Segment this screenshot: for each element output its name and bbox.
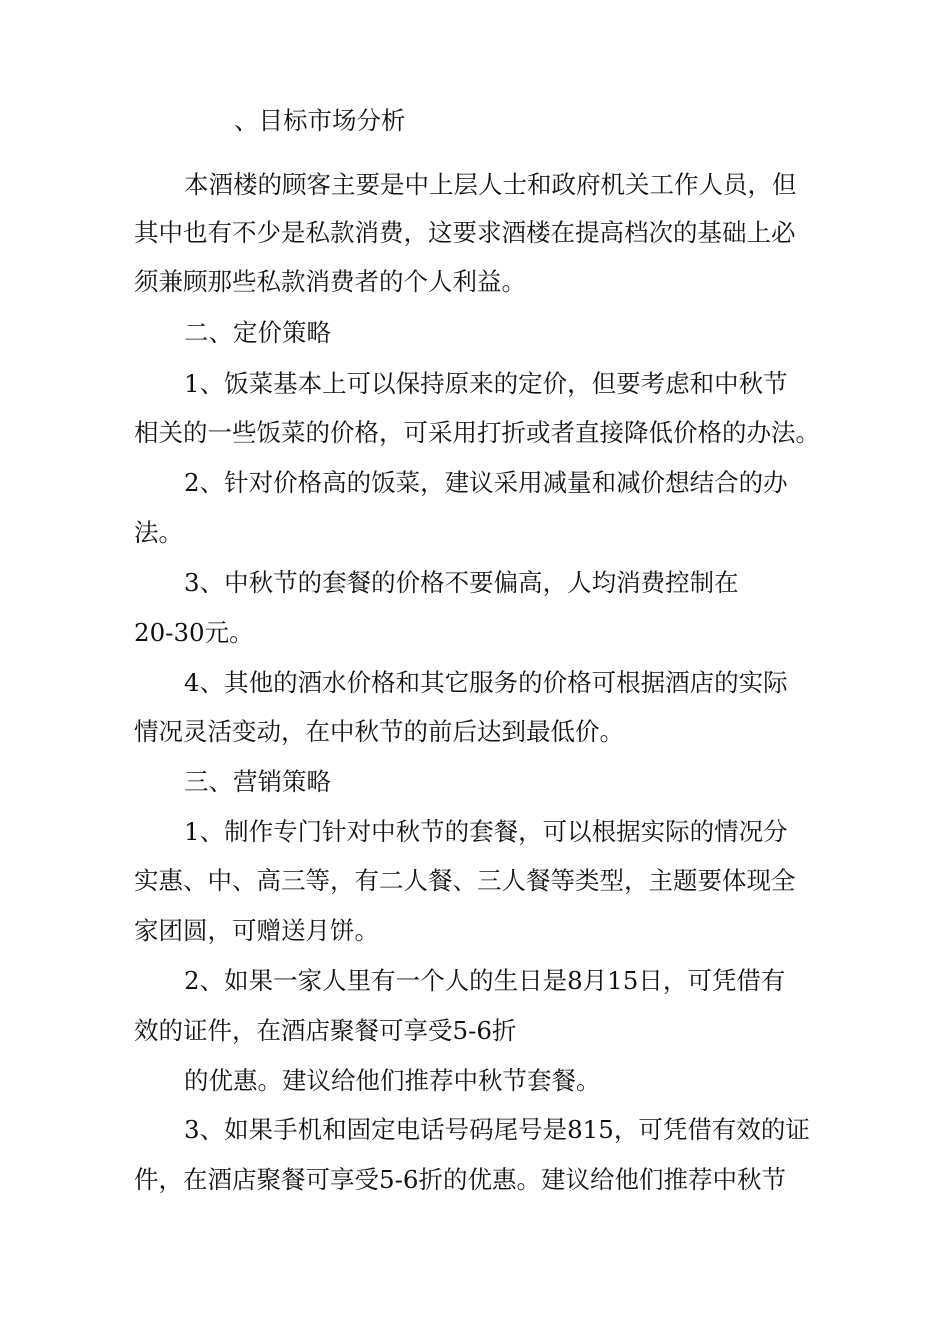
paragraph-line: 3、如果手机和固定电话号码尾号是815，可凭借有效的证 xyxy=(184,1115,810,1144)
paragraph-line: 其中也有不少是私款消费，这要求酒楼在提高档次的基础上必 xyxy=(134,218,796,247)
paragraph-line: 法。 xyxy=(134,518,183,547)
paragraph-line: 1、饭菜基本上可以保持原来的定价，但要考虑和中秋节 xyxy=(184,369,788,398)
paragraph-line: 家团圆，可赠送月饼。 xyxy=(134,916,379,945)
paragraph-line: 须兼顾那些私款消费者的个人利益。 xyxy=(134,267,526,296)
paragraph-line: 2、如果一家人里有一个人的生日是8月15日，可凭借有 xyxy=(184,966,786,995)
paragraph-line: 相关的一些饭菜的价格，可采用打折或者直接降低价格的办法。 xyxy=(134,418,820,447)
heading-pricing-strategy: 二、定价策略 xyxy=(184,318,331,347)
paragraph-line: 本酒楼的顾客主要是中上层人士和政府机关工作人员，但 xyxy=(184,170,797,199)
paragraph-line: 情况灵活变动，在中秋节的前后达到最低价。 xyxy=(134,717,624,746)
paragraph-line: 实惠、中、高三等，有二人餐、三人餐等类型，主题要体现全 xyxy=(134,866,796,895)
paragraph-line: 2、针对价格高的饭菜，建议采用减量和减价想结合的办 xyxy=(184,468,788,497)
heading-marketing-strategy: 三、营销策略 xyxy=(184,767,331,796)
paragraph-line: 20-30元。 xyxy=(134,618,254,647)
paragraph-line: 的优惠。建议给他们推荐中秋节套餐。 xyxy=(184,1066,601,1095)
paragraph-line: 1、制作专门针对中秋节的套餐，可以根据实际的情况分 xyxy=(184,817,788,846)
paragraph-line: 效的证件，在酒店聚餐可享受5-6折 xyxy=(134,1016,517,1045)
paragraph-line: 件，在酒店聚餐可享受5-6折的优惠。建议给他们推荐中秋节 xyxy=(134,1165,786,1194)
paragraph-line: 4、其他的酒水价格和其它服务的价格可根据酒店的实际 xyxy=(184,668,788,697)
paragraph-line: 3、中秋节的套餐的价格不要偏高，人均消费控制在 xyxy=(184,568,739,597)
heading-target-market: 、目标市场分析 xyxy=(234,106,406,135)
